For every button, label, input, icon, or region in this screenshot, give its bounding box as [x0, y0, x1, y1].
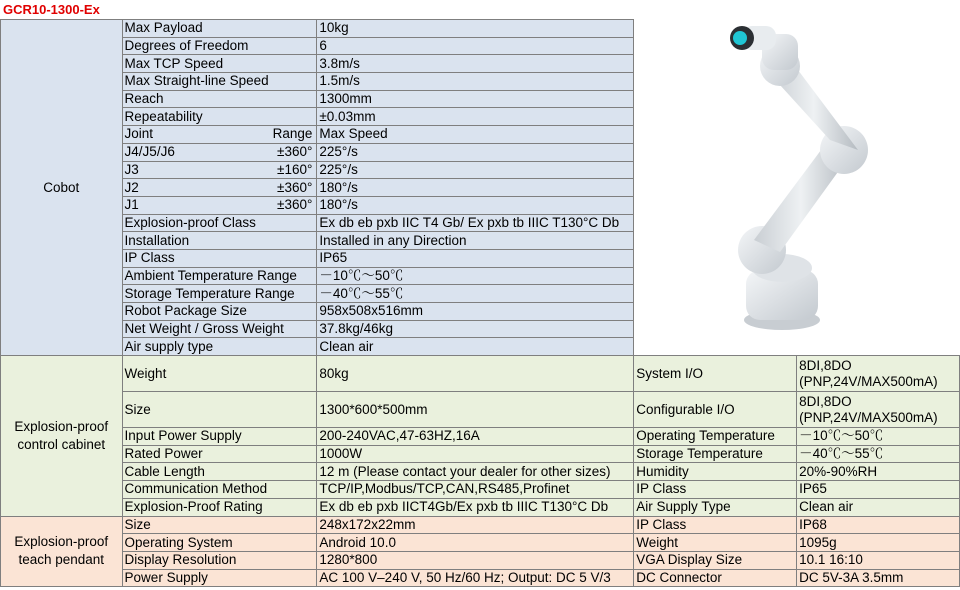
joint-range: ±360°	[277, 144, 313, 160]
spec-label: Humidity	[634, 463, 797, 481]
spec-label: Repeatability	[122, 108, 317, 126]
spec-value: TCP/IP,Modbus/TCP,CAN,RS485,Profinet	[317, 481, 634, 499]
joint-name: J1	[124, 197, 139, 213]
spec-value: Ex db eb pxb IICT4Gb/Ex pxb tb IIIC T130°C Db	[317, 498, 634, 516]
spec-label: Rated Power	[122, 445, 317, 463]
spec-value: 1095g	[797, 534, 960, 552]
spec-value: IP68	[797, 516, 960, 534]
spec-value: 12 m (Please contact your dealer for other sizes)	[317, 463, 634, 481]
spec-label: Configurable I/O	[634, 392, 797, 428]
spec-label: Weight	[634, 534, 797, 552]
spec-value: －40℃～55℃	[797, 445, 960, 463]
spec-value: 6	[317, 37, 634, 55]
spec-value: 3.8m/s	[317, 55, 634, 73]
spec-label: Input Power Supply	[122, 428, 317, 446]
spec-label: Operating System	[122, 534, 317, 552]
spec-value: 1000W	[317, 445, 634, 463]
spec-value: 958x508x516mm	[317, 303, 634, 321]
spec-label: IP Class	[634, 481, 797, 499]
spec-label: IP Class	[122, 249, 317, 267]
spec-label: Air Supply Type	[634, 498, 797, 516]
spec-label: VGA Display Size	[634, 551, 797, 569]
spec-label: Robot Package Size	[122, 303, 317, 321]
spec-value: 10kg	[317, 20, 634, 38]
category-cobot: Cobot	[1, 20, 123, 356]
spec-value: 8DI,8DO (PNP,24V/MAX500mA)	[797, 356, 960, 392]
joint-header: Joint	[124, 126, 154, 142]
spec-value: －40℃～55℃	[317, 285, 634, 303]
joint-name: J2	[124, 179, 139, 195]
spec-value: 10.1 16:10	[797, 551, 960, 569]
spec-label: Communication Method	[122, 481, 317, 499]
spec-label: Cable Length	[122, 463, 317, 481]
product-title: GCR10-1300-Ex	[3, 2, 100, 17]
spec-value: 1300*600*500mm	[317, 392, 634, 428]
joint-speed: 180°/s	[317, 179, 634, 197]
spec-value: 20%-90%RH	[797, 463, 960, 481]
spec-label: System I/O	[634, 356, 797, 392]
spec-label: Explosion-Proof Rating	[122, 498, 317, 516]
spec-label: Size	[122, 392, 317, 428]
joint-speed: 180°/s	[317, 196, 634, 214]
spec-label: Max Payload	[122, 20, 317, 38]
joint-name: J3	[124, 161, 139, 177]
joint-speed: 225°/s	[317, 143, 634, 161]
spec-value: IP65	[797, 481, 960, 499]
spec-value: 1.5m/s	[317, 73, 634, 91]
spec-label: Operating Temperature	[634, 428, 797, 446]
spec-value: 1300mm	[317, 90, 634, 108]
spec-label: Power Supply	[122, 569, 317, 587]
spec-value: IP65	[317, 249, 634, 267]
spec-value: 248x172x22mm	[317, 516, 634, 534]
spec-value: 200-240VAC,47-63HZ,16A	[317, 428, 634, 446]
joint-range: ±360°	[277, 179, 313, 195]
spec-label: Net Weight / Gross Weight	[122, 320, 317, 338]
joint-range: ±160°	[277, 161, 313, 177]
spec-label: Storage Temperature	[634, 445, 797, 463]
spec-label: Explosion-proof Class	[122, 214, 317, 232]
joint-header-cell	[122, 126, 317, 144]
spec-label: Degrees of Freedom	[122, 37, 317, 55]
spec-label: DC Connector	[634, 569, 797, 587]
spec-label: Reach	[122, 90, 317, 108]
spec-value: ±0.03mm	[317, 108, 634, 126]
category-teach-pendant: Explosion-proof teach pendant	[1, 516, 123, 587]
spec-value: Android 10.0	[317, 534, 634, 552]
joint-cell	[122, 179, 317, 197]
spec-label: Air supply type	[122, 338, 317, 356]
spec-value: Clean air	[317, 338, 634, 356]
spec-label: IP Class	[634, 516, 797, 534]
spec-label: Storage Temperature Range	[122, 285, 317, 303]
spec-label: Size	[122, 516, 317, 534]
spec-label: Installation	[122, 232, 317, 250]
spec-value: 8DI,8DO (PNP,24V/MAX500mA)	[797, 392, 960, 428]
joint-cell	[122, 196, 317, 214]
spec-value: Ex db eb pxb IIC T4 Gb/ Ex pxb tb IIIC T130°C Db	[317, 214, 634, 232]
spec-label: Max Straight-line Speed	[122, 73, 317, 91]
spec-label: Display Resolution	[122, 551, 317, 569]
spec-table	[0, 19, 960, 587]
joint-cell	[122, 143, 317, 161]
spec-value: AC 100 V–240 V, 50 Hz/60 Hz; Output: DC 5 V/3	[317, 569, 634, 587]
spec-label: Max TCP Speed	[122, 55, 317, 73]
max-speed-header: Max Speed	[317, 126, 634, 144]
category-control-cabinet: Explosion-proof control cabinet	[1, 356, 123, 516]
range-header: Range	[272, 126, 313, 142]
joint-name: J4/J5/J6	[124, 144, 175, 160]
spec-label: Weight	[122, 356, 317, 392]
spec-value: 1280*800	[317, 551, 634, 569]
joint-range: ±360°	[277, 197, 313, 213]
joint-cell	[122, 161, 317, 179]
spec-value: 80kg	[317, 356, 634, 392]
spec-value: Installed in any Direction	[317, 232, 634, 250]
spec-label: Ambient Temperature Range	[122, 267, 317, 285]
spec-value: －10℃～50℃	[317, 267, 634, 285]
spec-value: DC 5V-3A 3.5mm	[797, 569, 960, 587]
spec-value: 37.8kg/46kg	[317, 320, 634, 338]
spec-value: －10℃～50℃	[797, 428, 960, 446]
joint-speed: 225°/s	[317, 161, 634, 179]
spec-value: Clean air	[797, 498, 960, 516]
